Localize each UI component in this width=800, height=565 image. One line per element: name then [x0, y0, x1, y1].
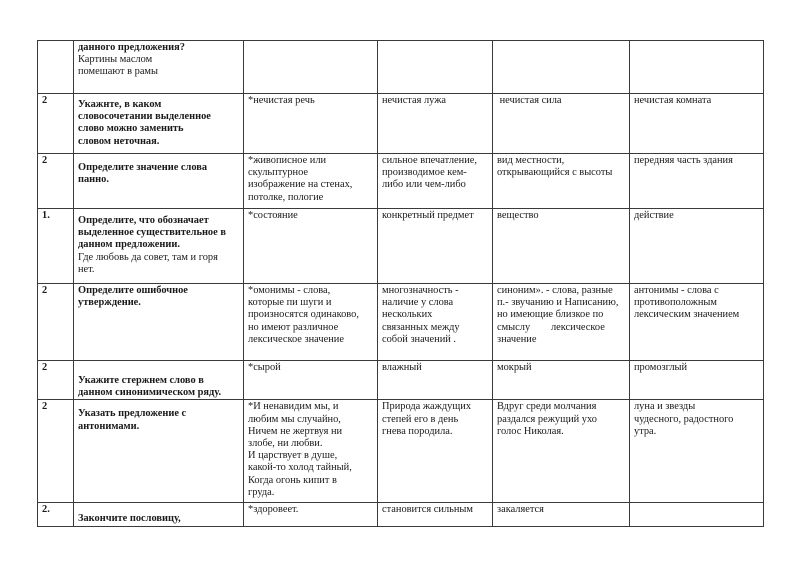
answer-text: *живописное или скульптурное изображение на стенах, потолке, пологие	[248, 155, 353, 203]
answer-text: *омонимы - слова, которые пи шуги и произносятся одинаково, но имеют различное лексическое значение	[248, 285, 359, 345]
question-text: Укажнте, в каком словосочетании выделенное слово можно заменить словом неточная.	[78, 99, 211, 147]
answer-text: нечистая комната	[634, 95, 712, 106]
answer-text: становится сильным	[382, 504, 473, 516]
answer-text: действие	[634, 210, 674, 221]
question-cell	[74, 361, 244, 400]
answer-option-3	[493, 209, 630, 284]
table-row	[38, 400, 764, 503]
question-cell	[74, 400, 244, 503]
answer-option-2	[378, 154, 493, 209]
answer-text: мокрый	[497, 362, 532, 373]
question-text: Определите, что обозначает выделенное существительное в данном предложении.	[78, 215, 226, 251]
question-example: Где любовь да совет, там и горя нет.	[78, 251, 218, 275]
answer-text: *здоровеет.	[248, 504, 299, 516]
answer-option-3	[493, 94, 630, 154]
answer-text: влажный	[382, 362, 422, 373]
test-table	[37, 40, 764, 527]
answer-option-4	[630, 503, 764, 527]
answer-option-1	[244, 94, 378, 154]
question-text: Укажите стержнем слово в данном синонимическом ряду.	[78, 375, 222, 399]
answer-text: передняя часть здания	[634, 155, 733, 166]
question-cell	[74, 154, 244, 209]
question-number: 2	[38, 400, 74, 503]
answer-text: Вдруг среди молчания раздался режущий ухо голос Николая.	[497, 401, 597, 437]
answer-option-1	[244, 41, 378, 94]
answer-text: закаляется	[497, 504, 544, 516]
question-number: 2	[38, 154, 74, 209]
question-number: 2	[38, 284, 74, 361]
question-number: 1.	[38, 209, 74, 284]
question-cell	[74, 94, 244, 154]
question-number: 2.	[38, 503, 74, 527]
question-number	[38, 41, 74, 94]
answer-text: промозглый	[634, 362, 688, 373]
answer-text: луна и звезды чудесного, радостного утра.	[634, 401, 734, 437]
question-text: Закончите пословицу,	[78, 513, 181, 525]
answer-option-3	[493, 361, 630, 400]
answer-text: конкретный предмет	[382, 210, 474, 221]
table-row	[38, 284, 764, 361]
table-row	[38, 361, 764, 400]
answer-text: сильное впечатление, производимое кем- либо или чем-либо	[382, 155, 477, 191]
table-row	[38, 94, 764, 154]
answer-text: антонимы - слова с противоположным лексическим значением	[634, 285, 740, 321]
answer-option-4	[630, 284, 764, 361]
question-text: данного предложения?	[78, 42, 185, 53]
table-row	[38, 154, 764, 209]
answer-option-4	[630, 154, 764, 209]
answer-option-1	[244, 400, 378, 503]
answer-option-1	[244, 284, 378, 361]
answer-option-3	[493, 41, 630, 94]
question-text: Указать предложение с антонимами.	[78, 408, 187, 432]
answer-option-2	[378, 41, 493, 94]
answer-text: *состояние	[248, 210, 298, 221]
question-text: Определите ошибочное утверждение.	[78, 285, 188, 309]
question-cell	[74, 209, 244, 284]
answer-option-1	[244, 209, 378, 284]
question-example: Картины маслом помешают в рамы	[78, 54, 158, 78]
answer-option-4	[630, 94, 764, 154]
answer-text: *И ненавидим мы, и любим мы случайно, Ничем не жертвуя ни злобе, ни любви. И царствует в душе, какой-то холод тайный, Когда огонь кипит в груда.	[248, 401, 352, 498]
answer-option-2	[378, 284, 493, 361]
answer-option-3	[493, 400, 630, 503]
answer-option-4	[630, 209, 764, 284]
question-number: 2	[38, 361, 74, 400]
answer-option-4	[630, 361, 764, 400]
answer-option-1	[244, 361, 378, 400]
answer-text: Природа жаждущих степей его в день гнева породила.	[382, 401, 472, 437]
answer-text: *сырой	[248, 362, 281, 373]
answer-option-2	[378, 503, 493, 527]
question-text-content: Определите значение слова панно.	[78, 162, 208, 186]
answer-option-3	[493, 284, 630, 361]
answer-text: *нечистая речь	[248, 95, 315, 106]
answer-option-3	[493, 503, 630, 527]
answer-option-2	[378, 209, 493, 284]
table-row	[38, 503, 764, 527]
answer-text: нечистая лужа	[382, 95, 447, 106]
question-number: 2	[38, 94, 74, 154]
answer-option-4	[630, 41, 764, 94]
question-cell	[74, 503, 244, 527]
answer-option-1	[244, 154, 378, 209]
answer-option-3	[493, 154, 630, 209]
answer-text: вещество	[497, 210, 539, 221]
answer-text: синоним». - слова, разные п.- звучанию и Написанию, но имеющие близкое по смыслу лексическое значение	[497, 285, 619, 345]
answer-text: нечистая сила	[497, 95, 562, 106]
question-cell	[74, 41, 244, 94]
answer-option-2	[378, 94, 493, 154]
answer-text: многозначность - наличие у слова нескольких связанных между собой значений .	[382, 285, 460, 345]
question-cell	[74, 284, 244, 361]
question-text	[78, 162, 240, 186]
answer-option-1	[244, 503, 378, 527]
table-row	[38, 41, 764, 94]
answer-option-4	[630, 400, 764, 503]
answer-option-2	[378, 361, 493, 400]
answer-text: вид местности, открывающийся с высоты	[497, 155, 613, 179]
answer-option-2	[378, 400, 493, 503]
table-row	[38, 209, 764, 284]
